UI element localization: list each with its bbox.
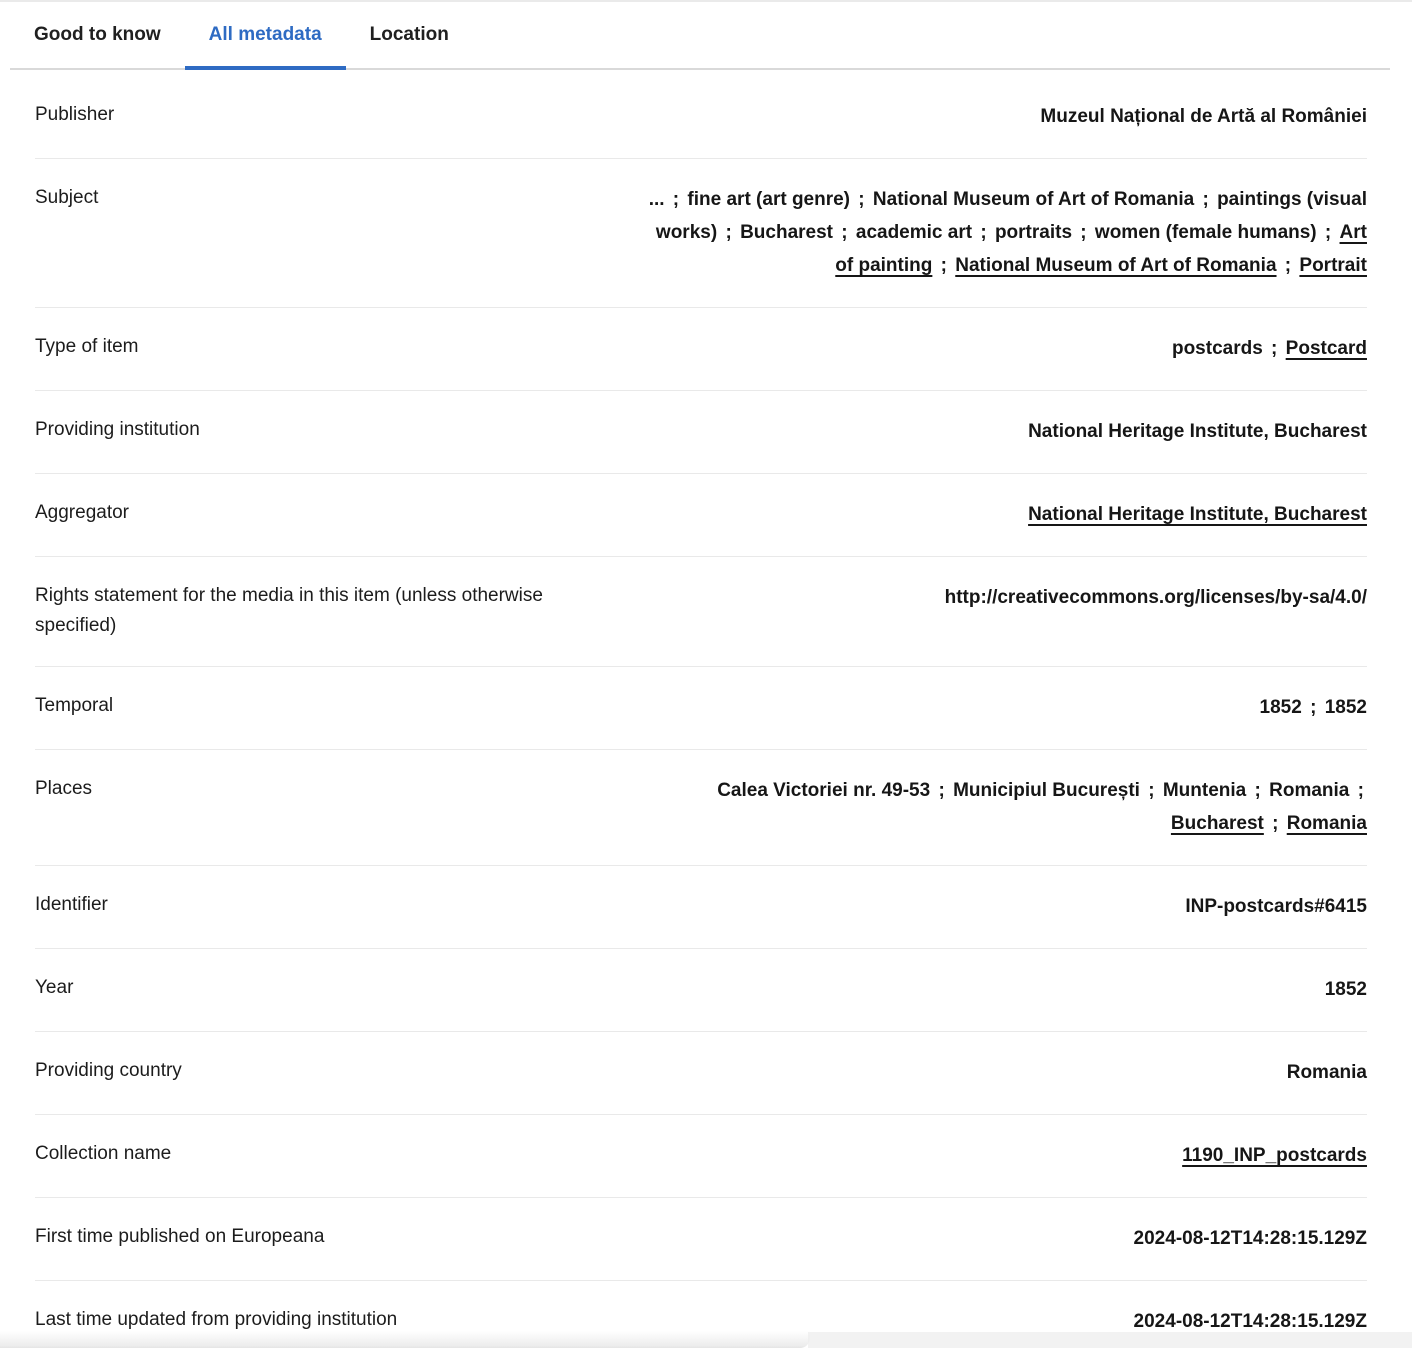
field-value-text: 1852: [1324, 697, 1367, 718]
field-value-text: academic art: [855, 222, 973, 243]
field-value-text: National Heritage Institute, Bucharest: [1028, 421, 1367, 442]
field-value: [634, 415, 1367, 448]
metadata-row-collection-name: [35, 1115, 1367, 1198]
metadata-row-aggregator: [35, 474, 1367, 557]
field-value: [634, 1139, 1367, 1172]
value-separator: ;: [1249, 780, 1267, 801]
field-value: [634, 1056, 1367, 1089]
value-separator: ;: [1266, 813, 1284, 834]
tab-location[interactable]: Location: [369, 24, 449, 45]
tab-good-to-know[interactable]: Good to know: [34, 24, 161, 45]
field-value-text: 2024-08-12T14:28:15.129Z: [1133, 1311, 1367, 1332]
field-value-text: National Museum of Art of Romania: [872, 189, 1195, 210]
field-value-text: postcards: [1171, 338, 1263, 359]
value-separator: ;: [853, 189, 870, 210]
field-value-text: women (female humans): [1094, 222, 1317, 243]
field-value: [634, 890, 1367, 923]
metadata-row-providing-institution: [35, 391, 1367, 474]
value-separator: ;: [720, 222, 738, 243]
field-value-link[interactable]: Romania: [1286, 813, 1367, 834]
field-value-text: 2024-08-12T14:28:15.129Z: [1133, 1228, 1367, 1249]
field-value-text: Romania: [1286, 1062, 1367, 1083]
field-value-link[interactable]: 1190_INP_postcards: [1182, 1145, 1367, 1166]
value-separator: ;: [975, 222, 992, 243]
field-label: Rights statement for the media in this item (unless otherwise specified): [35, 585, 543, 636]
field-value-text: Bucharest: [740, 222, 833, 243]
value-separator: ;: [1075, 222, 1092, 243]
value-separator: ;: [1304, 697, 1322, 718]
field-value: [634, 581, 1367, 641]
field-value-link[interactable]: National Museum of Art of Romania: [955, 255, 1277, 276]
tab-bar: [10, 2, 1390, 70]
field-value: [634, 100, 1367, 133]
metadata-row-identifier: [35, 866, 1367, 949]
field-value-text: Romania: [1269, 780, 1350, 801]
metadata-card-bottom-edge: [0, 1331, 810, 1348]
field-value: [634, 691, 1367, 724]
field-value-link[interactable]: Portrait: [1299, 255, 1367, 276]
field-value-text: INP-postcards#6415: [1185, 896, 1367, 917]
field-label: Temporal: [35, 695, 114, 716]
value-separator: ;: [667, 189, 685, 210]
metadata-row-providing-country: [35, 1032, 1367, 1115]
metadata-row-subject: [35, 159, 1367, 308]
value-separator: ;: [1279, 255, 1297, 276]
field-value-text: Municipiul București: [953, 780, 1140, 801]
value-separator: ;: [1142, 780, 1160, 801]
tab-all-metadata[interactable]: All metadata: [185, 2, 346, 68]
field-value-link[interactable]: Bucharest: [1170, 813, 1264, 834]
field-value-text: 1852: [1259, 697, 1302, 718]
value-separator: ;: [1197, 189, 1215, 210]
field-value-text: Calea Victoriei nr. 49-53: [717, 780, 931, 801]
field-label: First time published on Europeana: [35, 1226, 325, 1247]
field-value-link[interactable]: Postcard: [1285, 338, 1367, 359]
field-value: [634, 973, 1367, 1006]
field-value-text: Muzeul Național de Artă al României: [1040, 106, 1367, 127]
field-label: Providing institution: [35, 419, 200, 440]
field-label: Identifier: [35, 894, 108, 915]
field-value: [634, 332, 1367, 365]
field-label: Year: [35, 977, 74, 998]
metadata-row-rights-statement-for-the-media-in-this-item-unless-otherwise-specified: [35, 557, 1367, 667]
field-label: Providing country: [35, 1060, 182, 1081]
field-label: Last time updated from providing institution: [35, 1309, 398, 1330]
value-separator: ;: [1319, 222, 1337, 243]
field-label: Subject: [35, 187, 99, 208]
field-label: Type of item: [35, 336, 139, 357]
value-separator: ;: [1265, 338, 1283, 359]
value-separator: ;: [835, 222, 853, 243]
metadata-row-type-of-item: [35, 308, 1367, 391]
field-value: [634, 1222, 1367, 1255]
field-value-text: 1852: [1324, 979, 1367, 1000]
value-separator: ;: [933, 780, 951, 801]
field-value: [634, 498, 1367, 531]
field-value-link[interactable]: Art of painting: [835, 222, 1367, 276]
value-separator: ;: [1352, 780, 1364, 801]
field-value-text: portraits: [994, 222, 1073, 243]
field-value-text: paintings (visual works): [655, 189, 1367, 243]
field-label: Publisher: [35, 104, 115, 125]
field-value-text: http://creativecommons.org/licenses/by-sa/4.0/: [944, 587, 1367, 608]
value-separator: ;: [935, 255, 953, 276]
field-value-text: fine art (art genre): [687, 189, 851, 210]
field-value: [634, 183, 1367, 282]
next-section-background: [808, 1332, 1412, 1348]
field-value-text: Muntenia: [1162, 780, 1247, 801]
metadata-row-temporal: [35, 667, 1367, 750]
field-value-text: ...: [648, 189, 665, 210]
field-value-link[interactable]: National Heritage Institute, Bucharest: [1028, 504, 1367, 525]
metadata-table: [35, 76, 1367, 1348]
field-value: [634, 774, 1367, 840]
field-label: Collection name: [35, 1143, 172, 1164]
metadata-row-year: [35, 949, 1367, 1032]
field-label: Places: [35, 778, 93, 799]
field-label: Aggregator: [35, 502, 130, 523]
metadata-row-publisher: [35, 76, 1367, 159]
metadata-row-first-time-published-on-europeana: [35, 1198, 1367, 1281]
metadata-row-places: [35, 750, 1367, 866]
